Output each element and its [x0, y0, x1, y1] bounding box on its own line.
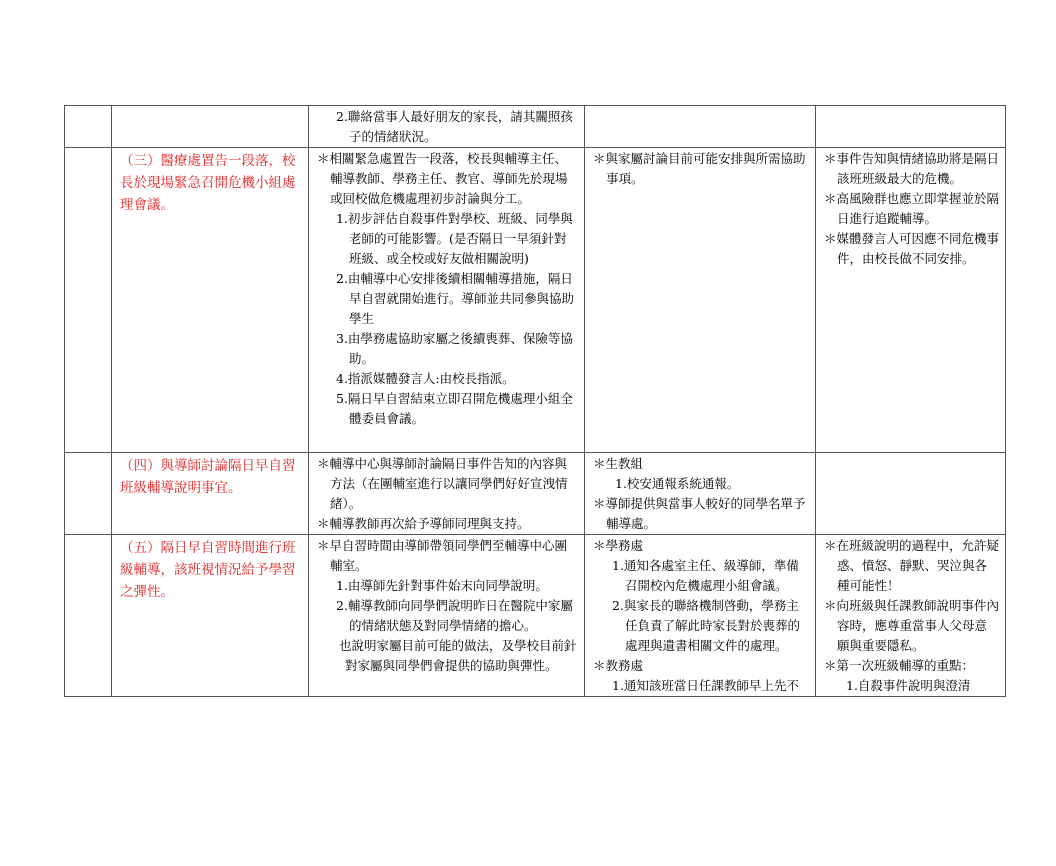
step-title-cell	[112, 148, 309, 453]
notes-cell	[816, 106, 1006, 148]
notes-cell	[816, 148, 1006, 453]
list-item: ＊輔導中心與導師討論隔日事件告知的內容與方法（在團輔室進行以讓同學們好好宣洩情緒）。	[317, 456, 568, 511]
list-item: ＊高風險群也應立即掌握並於隔日進行追蹤輔導。	[824, 191, 1000, 226]
crisis-procedure-table	[64, 105, 1006, 697]
list-item: ＊媒體發言人可因應不同危機事件，由校長做不同安排。	[824, 231, 1000, 266]
action-cell	[309, 148, 585, 453]
step-title: （四）與導師討論隔日早自習班級輔導說明事宜。	[120, 458, 296, 496]
list-item: 1.通知各處室主任、級導師，準備召開校內危機處理小組會議。	[612, 558, 799, 593]
list-item: ＊輔導教師再次給予導師同理與支持。	[317, 516, 530, 531]
list-item: ＊早自習時間由導師帶領同學們至輔導中心團輔室。	[317, 538, 568, 573]
stage-cell	[65, 453, 112, 535]
stage-cell	[65, 106, 112, 148]
step-title-cell	[112, 535, 309, 697]
list-item: ＊導師提供與當事人較好的同學名單予輔導處。	[593, 496, 806, 531]
table-row	[65, 148, 1006, 453]
notes-cell	[816, 453, 1006, 535]
related-unit-cell	[585, 453, 816, 535]
list-item: 2.輔導教師向同學們說明昨日在醫院中家屬的情緒狀態及對同學情緒的擔心。	[336, 598, 573, 633]
list-item: 3.由學務處協助家屬之後續喪葬、保險等協助。	[336, 331, 573, 366]
related-unit-cell	[585, 148, 816, 453]
action-cell	[309, 535, 585, 697]
document-page	[64, 105, 1005, 697]
list-item: 1.由導師先針對事件始末向同學說明。	[336, 578, 548, 593]
list-item: 1.通知該班當日任課教師早上先不	[612, 678, 799, 693]
list-item: 4.指派媒體發言人:由校長指派。	[336, 371, 515, 386]
stage-cell	[65, 535, 112, 697]
list-item: 1.初步評估自殺事件對學校、班級、同學與老師的可能影響。(是否隔日一早須針對班級、或全校或好友做相關說明)	[336, 211, 573, 266]
action-cell	[309, 106, 585, 148]
action-cell	[309, 453, 585, 535]
notes-cell	[816, 535, 1006, 697]
list-item: ＊向班級與任課教師說明事件內容時，應尊重當事人父母意願與重要隱私。	[824, 598, 1000, 653]
step-title-cell	[112, 106, 309, 148]
list-item: 5.隔日早自習結束立即召開危機處理小組全體委員會議。	[336, 391, 573, 426]
list-item: ＊與家屬討論目前可能安排與所需協助事項。	[593, 151, 806, 186]
related-unit-cell	[585, 535, 816, 697]
list-item: ＊第一次班級輔導的重點：	[824, 658, 975, 673]
list-item: ＊學務處	[593, 538, 644, 553]
list-item: ＊在班級說明的過程中，允許疑惑、憤怒、靜默、哭泣與各種可能性！	[824, 538, 1000, 593]
list-item: 1.校安通報系統通報。	[615, 476, 740, 491]
step-title-cell	[112, 453, 309, 535]
stage-cell	[65, 148, 112, 453]
list-item: 也說明家屬目前可能的做法，及學校目前針對家屬與同學們會提供的協助與彈性。	[339, 638, 577, 673]
table-row	[65, 453, 1006, 535]
list-item: ＊生教組	[593, 456, 644, 471]
step-title: （三）醫療處置告一段落，校長於現場緊急召開危機小組處理會議。	[120, 153, 296, 213]
list-item: 2.聯絡當事人最好朋友的家長，請其關照孩子的情緒狀況。	[336, 109, 573, 144]
table-row	[65, 535, 1006, 697]
list-item: 1.自殺事件說明與澄清	[846, 678, 971, 693]
list-item: ＊事件告知與情緒協助將是隔日該班班級最大的危機。	[824, 151, 1000, 186]
list-item: 2.與家長的聯絡機制啓動，學務主任負責了解此時家長對於喪葬的處理與遺書相關文件的處理。	[612, 598, 801, 653]
related-unit-cell	[585, 106, 816, 148]
list-item: ＊相關緊急處置告一段落，校長與輔導主任、輔導教師、學務主任、教官、導師先於現場或回校做危機處理初步討論與分工。	[317, 151, 568, 206]
step-title: （五）隔日早自習時間進行班級輔導，該班視情況給予學習之彈性。	[120, 540, 296, 600]
list-item: 2.由輔導中心安排後續相關輔導措施，隔日早自習就開始進行。導師並共同參與協助學生	[336, 271, 575, 326]
table-row	[65, 106, 1006, 148]
list-item: ＊教務處	[593, 658, 644, 673]
